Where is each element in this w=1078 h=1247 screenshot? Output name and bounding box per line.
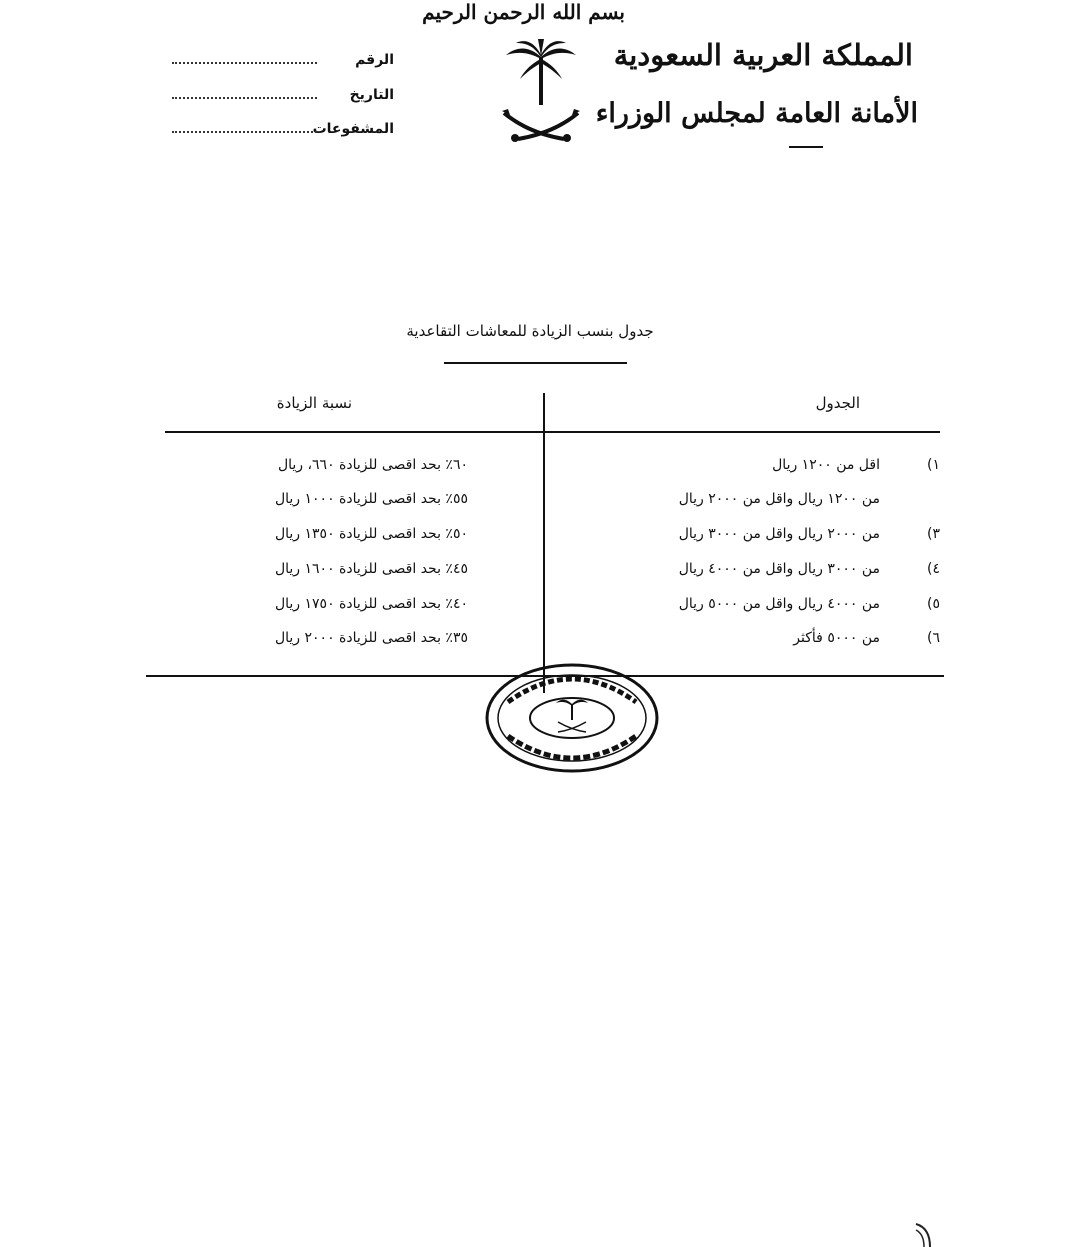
row-number: ٦)	[927, 630, 940, 646]
date-label: التاريخ	[349, 87, 394, 103]
bracket-cell: من ٤٠٠٠ ريال واقل من ٥٠٠٠ ريال	[678, 596, 880, 612]
column-header-rate: نسبة الزيادة	[276, 394, 352, 412]
attachments-field-line	[172, 131, 317, 133]
header-underline	[789, 146, 823, 148]
palm-swords-emblem-icon	[498, 37, 584, 143]
bracket-cell: من ٥٠٠٠ فأكثر	[793, 630, 880, 646]
bracket-cell: من ٢٠٠٠ ريال واقل من ٣٠٠٠ ريال	[678, 526, 880, 542]
rate-cell: ٣٥٪ بحد اقصى للزيادة ٢٠٠٠ ريال	[274, 630, 468, 646]
row-number: ١)	[927, 457, 940, 473]
rate-cell: ٥٠٪ بحد اقصى للزيادة ١٣٥٠ ريال	[274, 526, 468, 542]
row-number: ٥)	[927, 596, 940, 612]
date-field-line	[172, 97, 317, 99]
official-stamp-icon	[484, 662, 660, 774]
number-field-line	[172, 62, 317, 64]
rate-cell: ٤٠٪ بحد اقصى للزيادة ١٧٥٠ ريال	[274, 596, 468, 612]
document-title: جدول بنسب الزيادة للمعاشات التقاعدية	[406, 322, 654, 340]
title-underline	[444, 362, 627, 364]
column-header-bracket: الجدول	[815, 394, 860, 412]
bracket-cell: من ١٢٠٠ ريال واقل من ٢٠٠٠ ريال	[678, 491, 880, 507]
table-top-rule	[165, 431, 940, 433]
basmala: بسم الله الرحمن الرحيم	[422, 0, 625, 24]
scan-edge-mark-icon	[912, 1222, 936, 1247]
row-number: ٤)	[927, 561, 940, 577]
rate-cell: ٤٥٪ بحد اقصى للزيادة ١٦٠٠ ريال	[274, 561, 468, 577]
table-column-divider	[543, 393, 545, 693]
bracket-cell: من ٣٠٠٠ ريال واقل من ٤٠٠٠ ريال	[678, 561, 880, 577]
number-label: الرقم	[355, 52, 394, 68]
attachments-label: المشفوعات	[312, 121, 394, 137]
bracket-cell: اقل من ١٢٠٠ ريال	[772, 457, 880, 473]
rate-cell: ٦٠٪ بحد اقصى للزيادة ٦٦٠، ريال	[277, 457, 468, 473]
rate-cell: ٥٥٪ بحد اقصى للزيادة ١٠٠٠ ريال	[274, 491, 468, 507]
secretariat-name: الأمانة العامة لمجلس الوزراء	[595, 98, 918, 129]
kingdom-name: المملكة العربية السعودية	[613, 38, 913, 72]
row-number: ٣)	[927, 526, 940, 542]
